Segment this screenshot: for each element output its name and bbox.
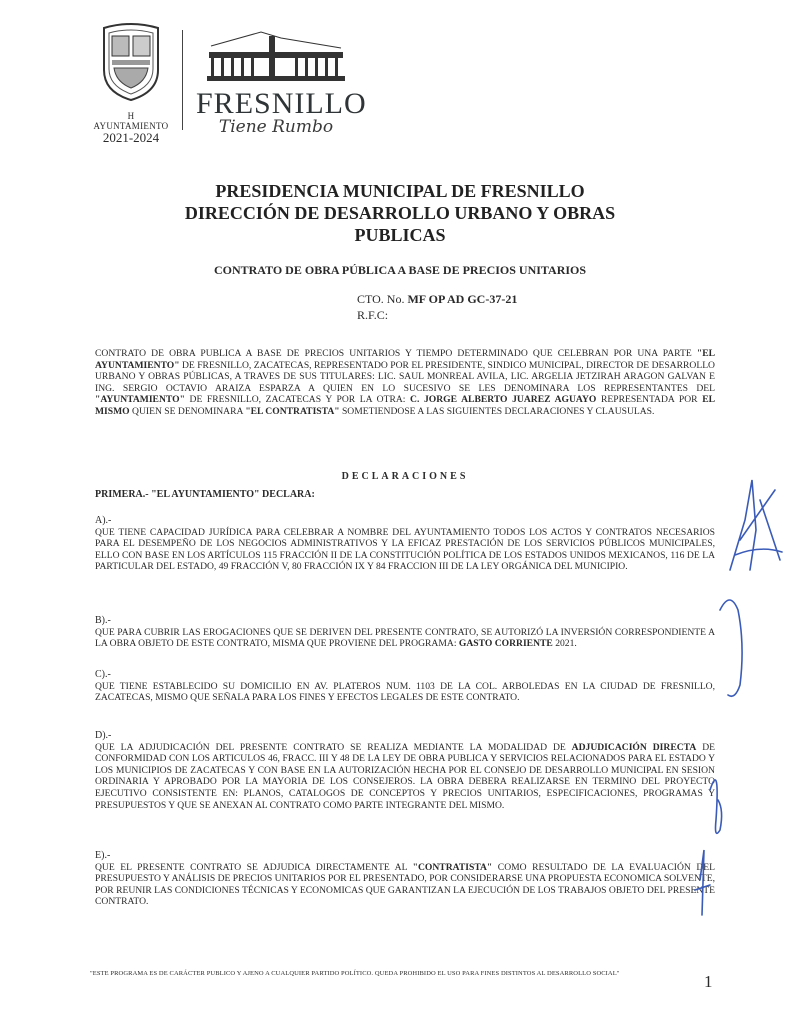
- intro-bold: "EL CONTRATISTA": [245, 405, 340, 417]
- primera-heading: PRIMERA.- "EL AYUNTAMIENTO" DECLARA:: [95, 489, 315, 500]
- section-e: [95, 850, 715, 908]
- section-text: QUE EL PRESENTE CONTRATO SE ADJUDICA DIRECTAMENTE AL: [95, 861, 413, 873]
- intro-text: CONTRATO DE OBRA PUBLICA A BASE DE PRECIOS UNITARIOS Y TIEMPO DETERMINADO QUE CELEBRAN POR UNA PARTE: [95, 348, 697, 359]
- page-number: 1: [704, 972, 713, 991]
- term-years: 2021-2024: [102, 130, 160, 145]
- section-label: C).-: [95, 669, 111, 680]
- intro-bold: "AYUNTAMIENTO": [95, 394, 185, 406]
- section-c: [95, 669, 715, 704]
- intro-bold: "EL AYUNTAMIENTO": [95, 348, 715, 371]
- coat-of-arms-icon: [100, 22, 162, 102]
- intro-text: REPRESENTADA POR: [596, 394, 703, 406]
- section-d: [95, 730, 715, 811]
- section-text: QUE PARA CUBRIR LAS EROGACIONES QUE SE DERIVEN DEL PRESENTE CONTRATO, SE AUTORIZÓ LA INVERSIÓN CORRESPONDIENTE A LA OBRA OBJETO DE ESTE CONTRATO, MISMA QUE PROVIENE DEL PROGRAMA:: [95, 626, 715, 650]
- intro-bold: EL MISMO: [95, 394, 715, 417]
- title-line-3: PUBLICAS: [354, 225, 446, 245]
- title-line-2: DIRECCIÓN DE DESARROLLO URBANO Y OBRAS: [184, 203, 616, 223]
- section-label: B).-: [95, 615, 111, 626]
- section-bold: "CONTRATISTA": [412, 861, 493, 873]
- fresnillo-brand-logo: [196, 30, 367, 137]
- section-text: QUE TIENE ESTABLECIDO SU DOMICILIO EN AV. PLATEROS NUM. 1103 DE LA COL. ARBOLEDAS EN LA CIUDAD DE FRESNILLO, ZACATECAS, MISMO QUE SEÑALA PARA LOS FINES Y EFECTOS LEGALES DE ESTE CONTRATO.: [95, 680, 715, 704]
- signature-initials-2: [720, 600, 742, 696]
- monument-skyline-icon: [201, 30, 351, 82]
- municipal-seal-logo: [92, 22, 170, 144]
- brand-tagline: Tiene Rumbo: [218, 117, 334, 137]
- section-a: [95, 515, 715, 573]
- modality: ADJUDICACIÓN DIRECTA: [571, 741, 697, 753]
- section-text: DE CONFORMIDAD CON LOS ARTICULOS 46, FRACC. III Y 48 DE LA LEY DE OBRA PUBLICA Y SERVICIOS RELACIONADOS PARA EL ESTADO Y LOS MUNICIPIOS DE ZACATECAS Y CON BASE EN LA AUTORIZACIÓN HECHA POR EL CONSEJO DE DESARROLLO MUNICIPAL EN SESION ORDINARIA Y APROBADO POR LA MAYORIA DE LOS CONSEJEROS. LA OBRA DEBERA REALIZARSE EN TERMINO DEL PROYECTO EJECUTIVO CONSISTENTE EN: PLANOS, CATALOGOS DE CONCEPTOS Y PRECIOS UNITARIOS, ESPECIFICACIONES, PROGRAMAS Y PRESUPUESTOS Y QUE SE ANEXAN AL CONTRATO COMO PARTE INTEGRANTE DEL MISMO.: [95, 741, 715, 811]
- intro-text: QUIEN SE DENOMINARA: [129, 405, 246, 417]
- header-divider: [182, 30, 183, 130]
- section-label: D).-: [95, 730, 112, 741]
- section-text: QUE TIENE CAPACIDAD JURÍDICA PARA CELEBRAR A NOMBRE DEL AYUNTAMIENTO TODOS LOS ACTOS Y CONTRATOS NECESARIOS PARA EL DESEMPEÑO DE LOS NEGOCIOS ADMINISTRATIVOS Y LA EFICAZ PRESTACIÓN DE LOS SERVICIOS PÚBLICOS MUNICIPALES, ELLO CON BASE EN LOS ARTÍCULOS 115 FRACCIÓN II DE LA CONSTITUCIÓN POLÍTICA DE LOS ESTADOS UNIDOS MEXICANOS, 116 DE LA PARTICULAR DEL ESTADO, 49 FRACCIÓN V, 80 FRACCIÓN IX Y 84 FRACCION III DE LA LEY ORGÁNICA DEL MUNICIPIO.: [95, 526, 715, 573]
- contractor-name: C. JORGE ALBERTO JUAREZ AGUAYO: [410, 394, 597, 406]
- document-title: [140, 180, 660, 246]
- contract-number-block: [357, 291, 517, 323]
- rfc-label: R.F.C:: [357, 308, 389, 322]
- section-label: E).-: [95, 850, 111, 861]
- handwritten-signatures: [690, 460, 790, 930]
- ayuntamiento-caption: H AYUNTAMIENTO: [93, 111, 169, 131]
- intro-text: DE FRESNILLO, ZACATECAS Y POR LA OTRA:: [184, 394, 411, 406]
- signature-initials-1: [730, 480, 782, 570]
- signature-initials-4: [695, 850, 710, 915]
- intro-paragraph: [95, 348, 715, 418]
- contract-subtitle: CONTRATO DE OBRA PÚBLICA A BASE DE PRECIOS UNITARIOS: [213, 263, 587, 277]
- brand-name: FRESNILLO: [196, 87, 367, 120]
- section-b: [95, 615, 715, 650]
- section-text: 2021.: [552, 638, 577, 650]
- section-text: COMO RESULTADO DE LA EVALUACIÓN DEL PRESUPUESTO Y ANÁLISIS DE PRECIOS UNITARIOS POR EL PRESENTADO, POR CONSIDERARSE UNA PROPUESTA ECONOMICA SOLVENTE, POR REUNIR LAS CONDICIONES TÉCNICAS Y ECONOMICAS QUE GARANTIZAN LA EJECUCIÓN DE LOS TRABAJOS OBJETO DEL PRESENTE CONTRATO.: [95, 861, 715, 908]
- cto-value: MF OP AD GC-37-21: [407, 292, 518, 306]
- intro-text: SOMETIENDOSE A LAS SIGUIENTES DECLARACIONES Y CLAUSULAS.: [339, 405, 655, 417]
- cto-label: CTO. No.: [357, 292, 405, 306]
- section-label: A).-: [95, 515, 112, 526]
- program-name: GASTO CORRIENTE: [458, 638, 553, 650]
- section-text: QUE LA ADJUDICACIÓN DEL PRESENTE CONTRATO SE REALIZA MEDIANTE LA MODALIDAD DE: [95, 741, 572, 753]
- footer-disclaimer: "ESTE PROGRAMA ES DE CARÁCTER PUBLICO Y AJENO A CUALQUIER PARTIDO POLÍTICO. QUEDA PROHIBIDO EL USO PARA FINES DISTINTOS AL DESARROLLO SOCIAL": [90, 970, 620, 977]
- intro-text: DE FRESNILLO, ZACATECAS, REPRESENTADO POR EL PRESIDENTE, SINDICO MUNICIPAL, DIRECTOR DE DESARROLLO URBANO Y OBRAS PÚBLICAS, A TRAVES DE SUS TITULARES: LIC. SAUL MONREAL AVILA, LIC. ARGELIA JETZIRAH ARAGON GALVAN E ING. SERGIO OCTAVIO ARAIZA ESPARZA A QUIEN EN LO SUCESIVO SE LES DENOMINARA LOS REPRESENTANTES DEL: [95, 359, 715, 394]
- declaraciones-heading: DECLARACIONES: [341, 471, 469, 482]
- title-line-1: PRESIDENCIA MUNICIPAL DE FRESNILLO: [215, 181, 585, 201]
- signature-initials-3: [710, 780, 722, 833]
